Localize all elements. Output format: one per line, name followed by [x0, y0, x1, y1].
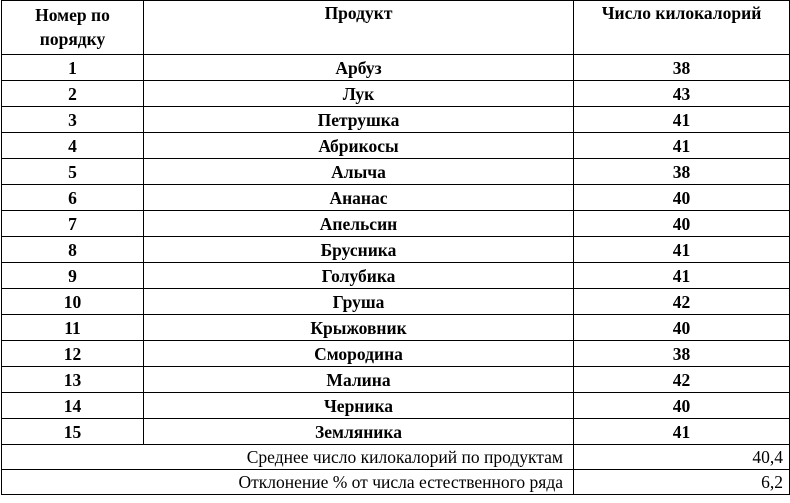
row-number-cell: 12 — [2, 341, 144, 367]
table-row — [2, 263, 790, 289]
table-row — [2, 419, 790, 445]
product-name-cell: Малина — [144, 367, 574, 393]
product-name-cell: Голубика — [144, 263, 574, 289]
product-name-cell: Арбуз — [144, 55, 574, 81]
kcal-value-cell: 40 — [574, 393, 790, 419]
calorie-table — [1, 0, 790, 495]
calorie-table-body — [2, 1, 790, 495]
kcal-value-cell: 40 — [574, 211, 790, 237]
row-number-cell: 9 — [2, 263, 144, 289]
table-row — [2, 185, 790, 211]
header-number: Номер по порядку — [2, 1, 144, 55]
summary-label: Отклонение % от числа естественного ряда — [2, 470, 574, 495]
row-number-cell: 11 — [2, 315, 144, 341]
table-row — [2, 211, 790, 237]
table-row — [2, 341, 790, 367]
table-row — [2, 159, 790, 185]
row-number-cell: 10 — [2, 289, 144, 315]
row-number-cell: 8 — [2, 237, 144, 263]
row-number-cell: 5 — [2, 159, 144, 185]
summary-value: 6,2 — [574, 470, 790, 495]
table-row — [2, 315, 790, 341]
product-name-cell: Земляника — [144, 419, 574, 445]
row-number-cell: 1 — [2, 55, 144, 81]
row-number-cell: 3 — [2, 107, 144, 133]
product-name-cell: Лук — [144, 81, 574, 107]
header-product: Продукт — [144, 1, 574, 55]
table-row — [2, 133, 790, 159]
kcal-value-cell: 38 — [574, 159, 790, 185]
table-row — [2, 367, 790, 393]
kcal-value-cell: 38 — [574, 341, 790, 367]
kcal-value-cell: 38 — [574, 55, 790, 81]
row-number-cell: 7 — [2, 211, 144, 237]
summary-row — [2, 470, 790, 495]
kcal-value-cell: 42 — [574, 367, 790, 393]
kcal-value-cell: 40 — [574, 315, 790, 341]
kcal-value-cell: 40 — [574, 185, 790, 211]
table-row — [2, 393, 790, 419]
product-name-cell: Брусника — [144, 237, 574, 263]
kcal-value-cell: 43 — [574, 81, 790, 107]
header-kcal: Число килокалорий — [574, 1, 790, 55]
kcal-value-cell: 41 — [574, 419, 790, 445]
row-number-cell: 2 — [2, 81, 144, 107]
product-name-cell: Абрикосы — [144, 133, 574, 159]
summary-value: 40,4 — [574, 445, 790, 470]
row-number-cell: 4 — [2, 133, 144, 159]
row-number-cell: 14 — [2, 393, 144, 419]
product-name-cell: Смородина — [144, 341, 574, 367]
product-name-cell: Груша — [144, 289, 574, 315]
table-row — [2, 55, 790, 81]
kcal-value-cell: 41 — [574, 263, 790, 289]
table-row — [2, 237, 790, 263]
kcal-value-cell: 41 — [574, 133, 790, 159]
table-row — [2, 289, 790, 315]
product-name-cell: Черника — [144, 393, 574, 419]
table-row — [2, 81, 790, 107]
row-number-cell: 15 — [2, 419, 144, 445]
row-number-cell: 6 — [2, 185, 144, 211]
product-name-cell: Апельсин — [144, 211, 574, 237]
row-number-cell: 13 — [2, 367, 144, 393]
header-row — [2, 1, 790, 55]
product-name-cell: Ананас — [144, 185, 574, 211]
kcal-value-cell: 42 — [574, 289, 790, 315]
table-row — [2, 107, 790, 133]
product-name-cell: Крыжовник — [144, 315, 574, 341]
summary-label: Среднее число килокалорий по продуктам — [2, 445, 574, 470]
kcal-value-cell: 41 — [574, 237, 790, 263]
product-name-cell: Петрушка — [144, 107, 574, 133]
product-name-cell: Алыча — [144, 159, 574, 185]
kcal-value-cell: 41 — [574, 107, 790, 133]
summary-row — [2, 445, 790, 470]
